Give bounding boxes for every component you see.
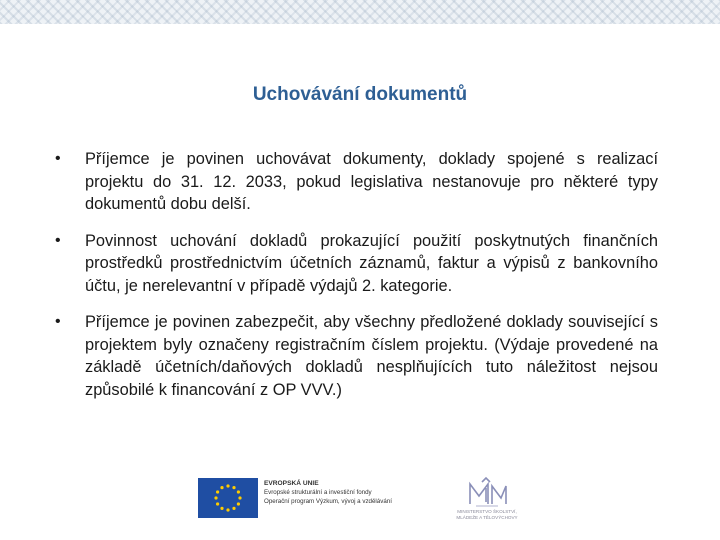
ministry-logo-text	[446, 509, 528, 520]
eu-logo-line1: EVROPSKÁ UNIE	[264, 480, 319, 487]
header-pattern-band	[0, 0, 720, 24]
ministry-logo-line1: MINISTERSTVO ŠKOLSTVÍ,	[457, 509, 517, 514]
bullet-text: Povinnost uchování dokladů prokazující použití poskytnutých finančních prostředků prostřednictvím účetních záznamů, faktur a výpisů z bankovního účtu, je nerelevantní v případě výdajů 2. kategorie.	[85, 231, 658, 295]
footer-logos	[198, 476, 528, 522]
bullet-list	[55, 148, 658, 415]
bullet-text: Příjemce je povinen zabezpečit, aby všechny předložené doklady související s projektem byly označeny registračním číslem projektu. (Výdaje provedené na základě účetních/daňových dokladů nesplňujících tuto náležitost nejsou způsobilé k financování z OP VVV.)	[85, 313, 658, 399]
bullet-text: Příjemce je povinen uchovávat dokumenty, doklady spojené s realizací projektu do 31. 12. 2033, pokud legislativa nestanovuje pro některé typy dokumentů dobu delší.	[85, 150, 658, 213]
ministry-logo-line2: MLÁDEŽE A TĚLOVÝCHOVY	[456, 514, 518, 520]
bullet-marker: •	[55, 150, 61, 167]
bullet-marker: •	[55, 231, 61, 249]
bullet-item	[55, 230, 658, 298]
eu-logo-text	[264, 479, 449, 506]
eu-stars-icon	[198, 478, 258, 518]
eu-flag-icon	[198, 478, 258, 518]
bullet-item	[55, 148, 658, 216]
bullet-item	[55, 311, 658, 401]
eu-logo-line3: Operační program Výzkum, vývoj a vzdělávání	[264, 498, 392, 505]
ministry-logo	[446, 476, 528, 522]
slide-title: Uchovávání dokumentů	[252, 84, 468, 105]
msmt-emblem-icon	[446, 476, 528, 510]
eu-logo-line2: Evropské strukturální a investiční fondy	[264, 489, 372, 496]
bullet-marker: •	[55, 313, 61, 330]
